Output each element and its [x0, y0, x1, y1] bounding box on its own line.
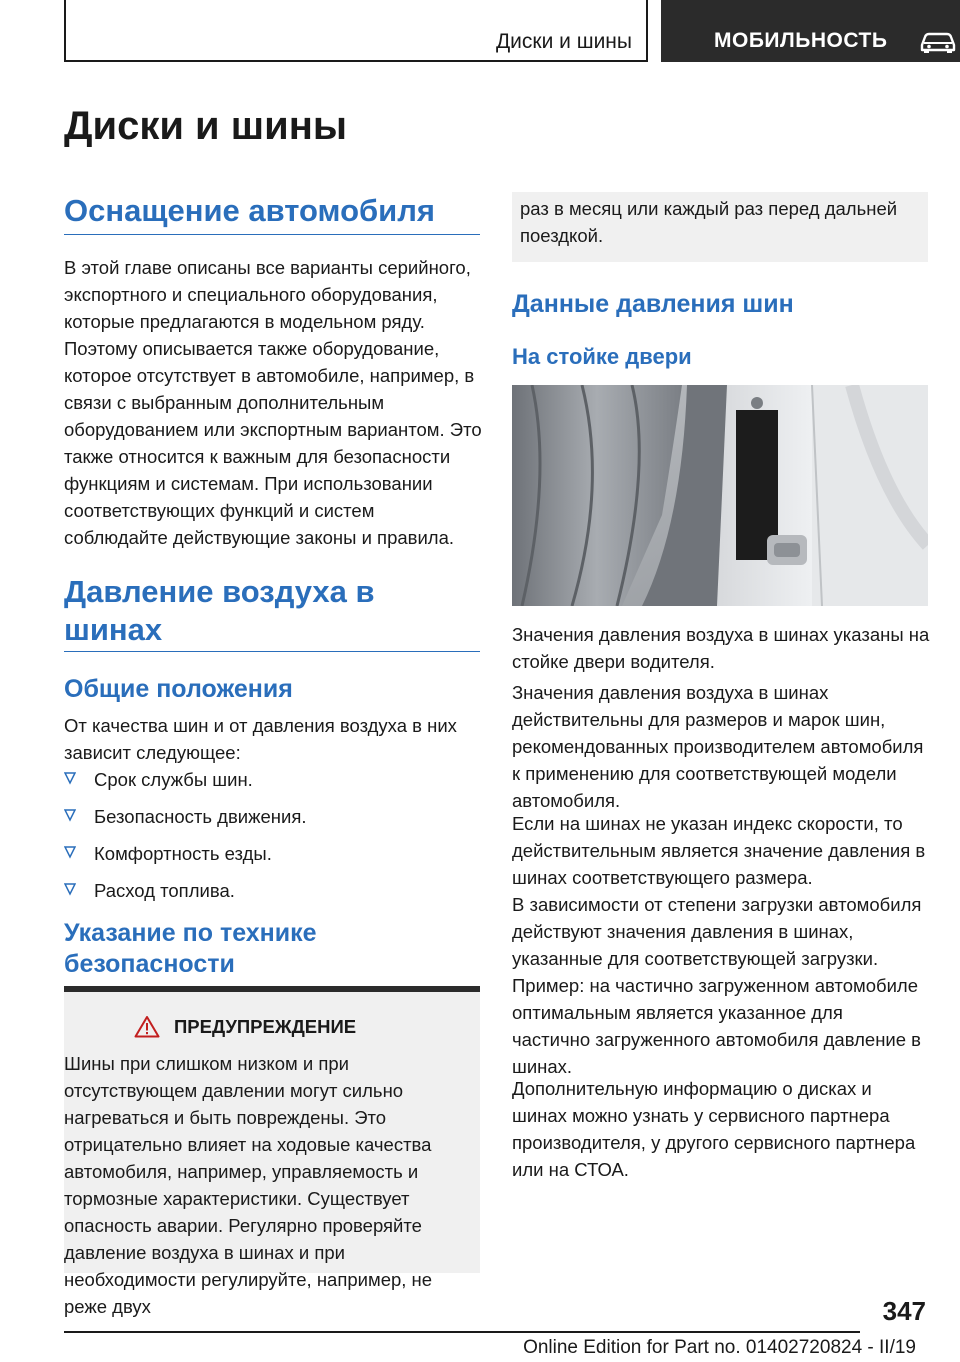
list-item	[64, 766, 480, 803]
list-item	[64, 877, 480, 914]
warning-triangle-icon	[134, 1015, 160, 1038]
warning-title: ПРЕДУПРЕЖДЕНИЕ	[174, 1016, 357, 1037]
page-title: Диски и шины	[64, 104, 348, 148]
pressure-location-text: Значения давления воздуха в шинах указаны на стойке двери водителя.	[512, 624, 930, 672]
safety-heading: Указание по технике безопасности	[64, 919, 317, 978]
header-section-label: Диски и шины	[495, 30, 632, 53]
car-icon	[919, 30, 957, 54]
pressure-heading: Давление воздуха в шинах	[64, 574, 375, 647]
equipment-heading: Оснащение автомобиля	[64, 193, 435, 228]
pressure-factors-list	[64, 766, 480, 914]
header-chapter-label: МОБИЛЬНОСТЬ	[714, 29, 888, 52]
door-pillar-illustration	[512, 385, 928, 606]
speed-index-text: Если на шинах не указан индекс скорости, то действительным является значение давления в шинах соответствующего размера.	[512, 813, 926, 888]
pressure-validity-text: Значения давления воздуха в шинах действительны для размеров и марок шин, рекомендованных производителем автомобиля к применению для соответствующей модели автомобиля.	[512, 682, 924, 811]
warning-box	[64, 986, 480, 1317]
list-item-text: Безопасность движения.	[94, 806, 307, 827]
warning-continuation-box	[512, 192, 928, 262]
pressure-data-heading: Данные давления шин	[512, 290, 794, 318]
list-item	[64, 840, 480, 877]
triangle-bullet-icon	[64, 883, 76, 896]
warning-continuation-text: раз в месяц или каждый раз перед дальней поездкой.	[520, 198, 898, 246]
triangle-bullet-icon	[64, 846, 76, 859]
equipment-text: В этой главе описаны все варианты серийного, экспортного и специального оборудования, которые предлагаются в модельном ряду. Поэтому описывается также оборудование, которое отсутствует в автомобиле, например, в связи с выбранным дополнительным оборудованием или экспортным вариантом. Это также относится к важным для безопасности функциям и системам. При использовании соответствующих функций и систем соблюдайте действующие законы и правила.	[64, 257, 482, 548]
page-number: 347	[882, 1296, 926, 1326]
warning-bar	[64, 986, 480, 992]
door-pillar-photo	[512, 385, 928, 606]
warning-text: Шины при слишком низком и при отсутствующем давлении могут сильно нагреваться и быть повреждены. Это отрицательно влияет на ходовые качества автомобиля, например, управляемость и тормозные характеристики. Существует опасность аварии. Регулярно проверяйте давление воздуха в шинах и при необходимости регулируйте, например, не реже двух	[64, 1053, 433, 1317]
list-item-text: Срок службы шин.	[94, 769, 253, 790]
door-pillar-heading: На стойке двери	[512, 344, 692, 369]
edition-note: Online Edition for Part no. 01402720824 - II/19	[523, 1337, 916, 1358]
triangle-bullet-icon	[64, 772, 76, 785]
general-text: От качества шин и от давления воздуха в них зависит следующее:	[64, 715, 457, 763]
additional-info-text: Дополнительную информацию о дисках и шинах можно узнать у сервисного партнера производителя, у другого сервисного партнера или на СТОА.	[512, 1078, 916, 1180]
header-section-tab	[64, 0, 648, 62]
list-item	[64, 803, 480, 840]
equipment-rule	[64, 234, 480, 235]
load-dependence-text: В зависимости от степени загрузки автомобиля действуют значения давления в шинах, указанные для соответствующей загрузки. Пример: на частично загруженном автомобиле оптимальным является указанное для частично загруженного автомобиля давление в шинах.	[512, 894, 922, 1077]
header-chapter-tab	[661, 0, 960, 62]
footer-rule	[64, 1331, 860, 1333]
pressure-rule	[64, 651, 480, 652]
triangle-bullet-icon	[64, 809, 76, 822]
general-heading: Общие положения	[64, 675, 293, 703]
list-item-text: Расход топлива.	[94, 880, 235, 901]
list-item-text: Комфортность езды.	[94, 843, 272, 864]
